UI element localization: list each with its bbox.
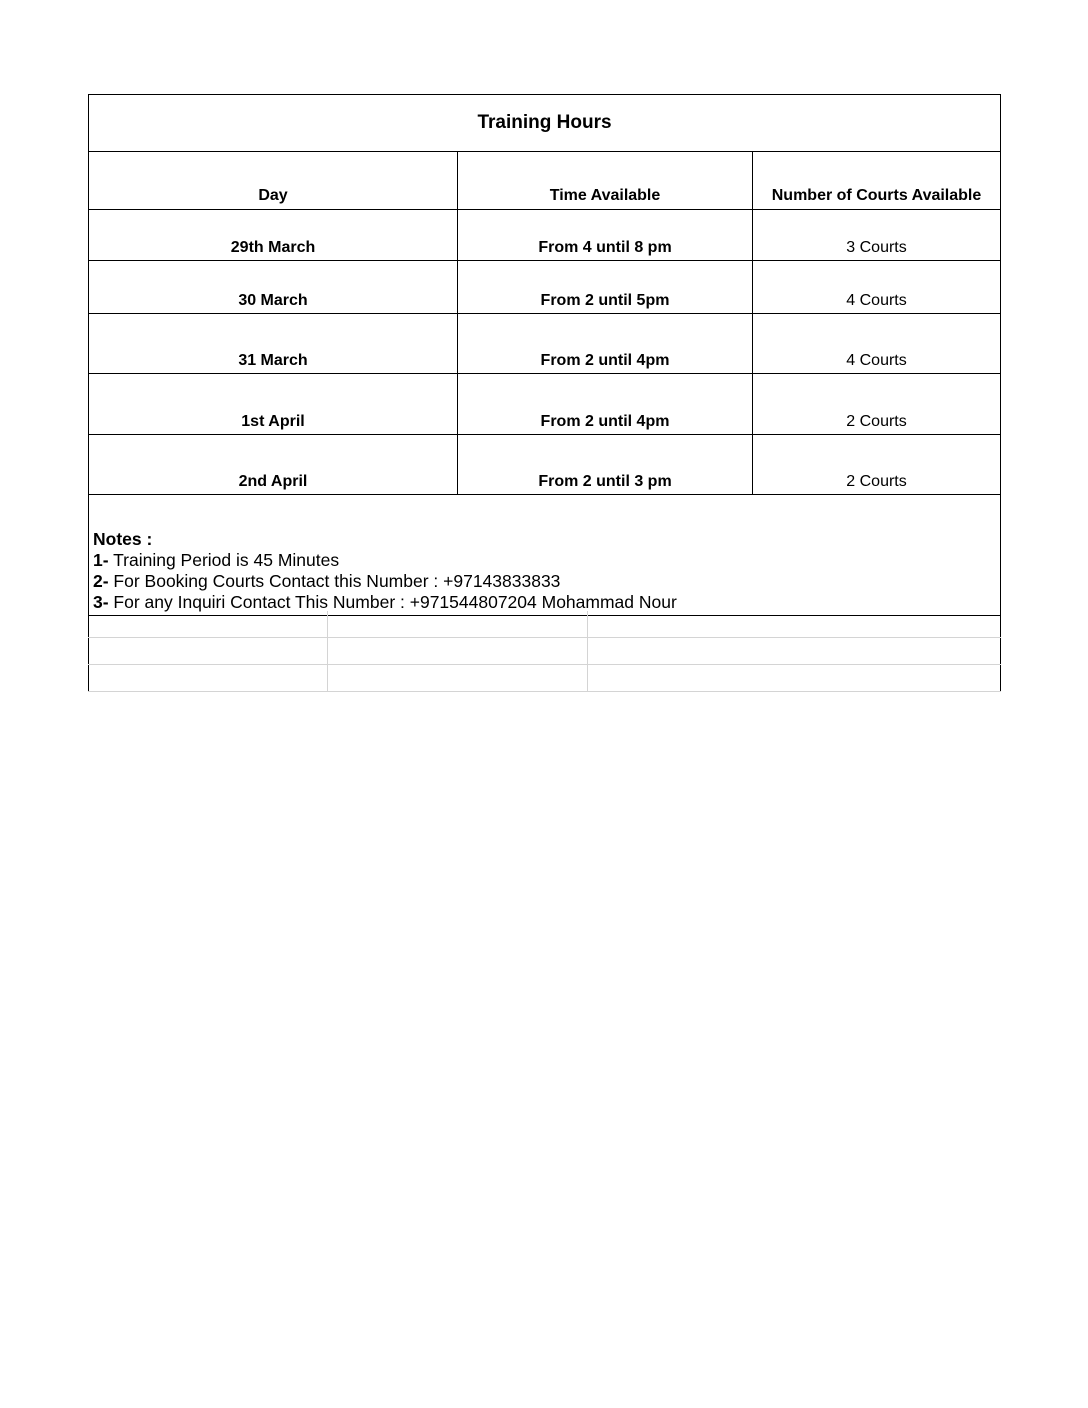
courts-cell: 4 Courts <box>753 261 1001 314</box>
courts-cell: 2 Courts <box>753 374 1001 435</box>
note-number: 2- <box>93 571 109 591</box>
note-number: 1- <box>93 550 109 570</box>
empty-cell <box>89 611 328 638</box>
title-row <box>89 95 1001 152</box>
empty-cell <box>588 638 1001 665</box>
day-cell: 29th March <box>89 210 458 261</box>
note-item <box>93 592 1000 613</box>
header-time-available: Time Available <box>458 152 753 210</box>
empty-cell <box>328 665 588 692</box>
note-item <box>93 550 1000 571</box>
time-cell: From 2 until 3 pm <box>458 435 753 495</box>
note-number: 3- <box>93 592 109 612</box>
day-cell: 30 March <box>89 261 458 314</box>
header-day: Day <box>89 152 458 210</box>
notes-title: Notes : <box>93 529 153 549</box>
empty-gridlines <box>88 611 1001 692</box>
empty-cell <box>89 665 328 692</box>
empty-cell <box>328 611 588 638</box>
training-hours-table <box>88 94 1001 616</box>
table-row <box>89 261 1001 314</box>
empty-row <box>89 638 1001 665</box>
notes-row <box>89 495 1001 616</box>
day-cell: 31 March <box>89 314 458 374</box>
header-row <box>89 152 1001 210</box>
empty-cell <box>588 665 1001 692</box>
table-row <box>89 314 1001 374</box>
note-text: For Booking Courts Contact this Number : +97143833833 <box>108 571 561 591</box>
empty-row <box>89 665 1001 692</box>
empty-cell <box>328 638 588 665</box>
notes-section <box>89 495 1001 616</box>
empty-row <box>89 611 1001 638</box>
time-cell: From 2 until 4pm <box>458 314 753 374</box>
time-cell: From 4 until 8 pm <box>458 210 753 261</box>
day-cell: 2nd April <box>89 435 458 495</box>
table-row <box>89 435 1001 495</box>
time-cell: From 2 until 4pm <box>458 374 753 435</box>
note-item <box>93 571 1000 592</box>
table-title: Training Hours <box>89 95 1001 152</box>
day-cell: 1st April <box>89 374 458 435</box>
header-courts-available: Number of Courts Available <box>753 152 1001 210</box>
note-text: For any Inquiri Contact This Number : +971544807204 Mohammad Nour <box>108 592 677 612</box>
note-text: Training Period is 45 Minutes <box>108 550 340 570</box>
table-row <box>89 374 1001 435</box>
table-row <box>89 210 1001 261</box>
courts-cell: 3 Courts <box>753 210 1001 261</box>
empty-cell <box>588 611 1001 638</box>
empty-cell <box>89 638 328 665</box>
courts-cell: 2 Courts <box>753 435 1001 495</box>
courts-cell: 4 Courts <box>753 314 1001 374</box>
time-cell: From 2 until 5pm <box>458 261 753 314</box>
